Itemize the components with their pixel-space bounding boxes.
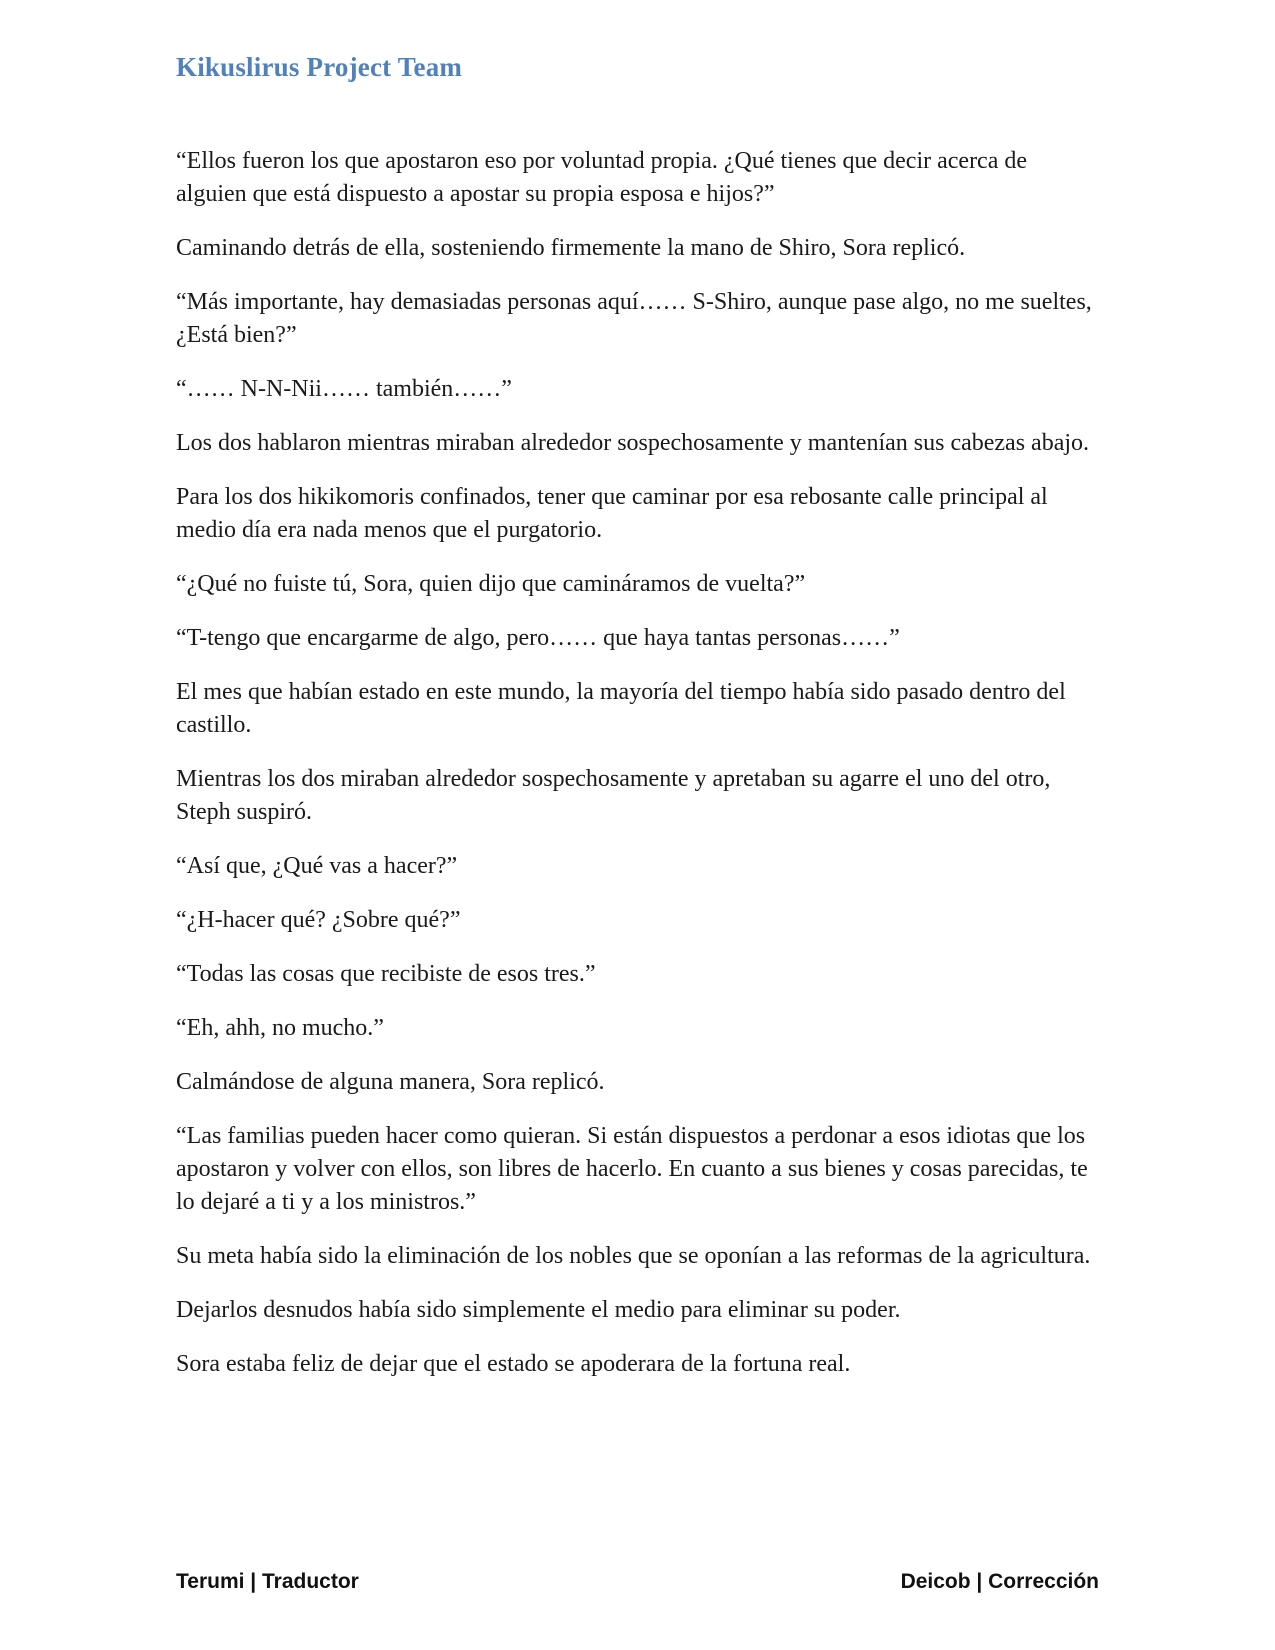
paragraph: “Así que, ¿Qué vas a hacer?” xyxy=(176,853,458,879)
header-title: Kikuslirus Project Team xyxy=(176,52,463,82)
paragraph: “Eh, ahh, no mucho.” xyxy=(176,1015,384,1041)
paragraph: “Ellos fueron los que apostaron eso por voluntad propia. ¿Qué tienes que decir acerca de alguien que está dispuesto a apostar su propia esposa e hijos?” xyxy=(176,148,1028,207)
paragraph: Su meta había sido la eliminación de los nobles que se oponían a las reformas de la agricultura. xyxy=(176,1243,1091,1269)
paragraph: El mes que habían estado en este mundo, la mayoría del tiempo había sido pasado dentro del castillo. xyxy=(176,679,1066,738)
paragraph: “…… N-N-Nii…… también……” xyxy=(176,376,512,402)
paragraph: “¿H-hacer qué? ¿Sobre qué?” xyxy=(176,907,461,933)
paragraph: “¿Qué no fuiste tú, Sora, quien dijo que camináramos de vuelta?” xyxy=(176,571,806,597)
paragraph: Caminando detrás de ella, sosteniendo firmemente la mano de Shiro, Sora replicó. xyxy=(176,235,966,261)
paragraph: “T-tengo que encargarme de algo, pero…… que haya tantas personas……” xyxy=(176,625,900,651)
paragraph: Para los dos hikikomoris confinados, tener que caminar por esa rebosante calle principal al medio día era nada menos que el purgatorio. xyxy=(176,484,1048,543)
paragraph: Calmándose de alguna manera, Sora replicó. xyxy=(176,1069,605,1095)
footer-translator-credit: Terumi | Traductor xyxy=(176,1570,359,1593)
footer-proofreader-credit: Deicob | Corrección xyxy=(900,1570,1099,1593)
paragraph: “Las familias pueden hacer como quieran. Si están dispuestos a perdonar a esos idiotas que los apostaron y volver con ellos, son libres de hacerlo. En cuanto a sus bienes y cosas parecidas, te lo dejaré a ti y a los ministros.” xyxy=(176,1123,1088,1215)
document-body xyxy=(176,145,1098,1402)
paragraph: “Todas las cosas que recibiste de esos tres.” xyxy=(176,961,596,987)
paragraph: “Más importante, hay demasiadas personas aquí…… S-Shiro, aunque pase algo, no me sueltes, ¿Está bien?” xyxy=(176,289,1092,348)
paragraph: Mientras los dos miraban alrededor sospechosamente y apretaban su agarre el uno del otro, Steph suspiró. xyxy=(176,766,1051,825)
paragraph: Dejarlos desnudos había sido simplemente el medio para eliminar su poder. xyxy=(176,1297,901,1323)
paragraph: Sora estaba feliz de dejar que el estado se apoderara de la fortuna real. xyxy=(176,1351,851,1377)
paragraph: Los dos hablaron mientras miraban alrededor sospechosamente y mantenían sus cabezas abajo. xyxy=(176,430,1090,456)
